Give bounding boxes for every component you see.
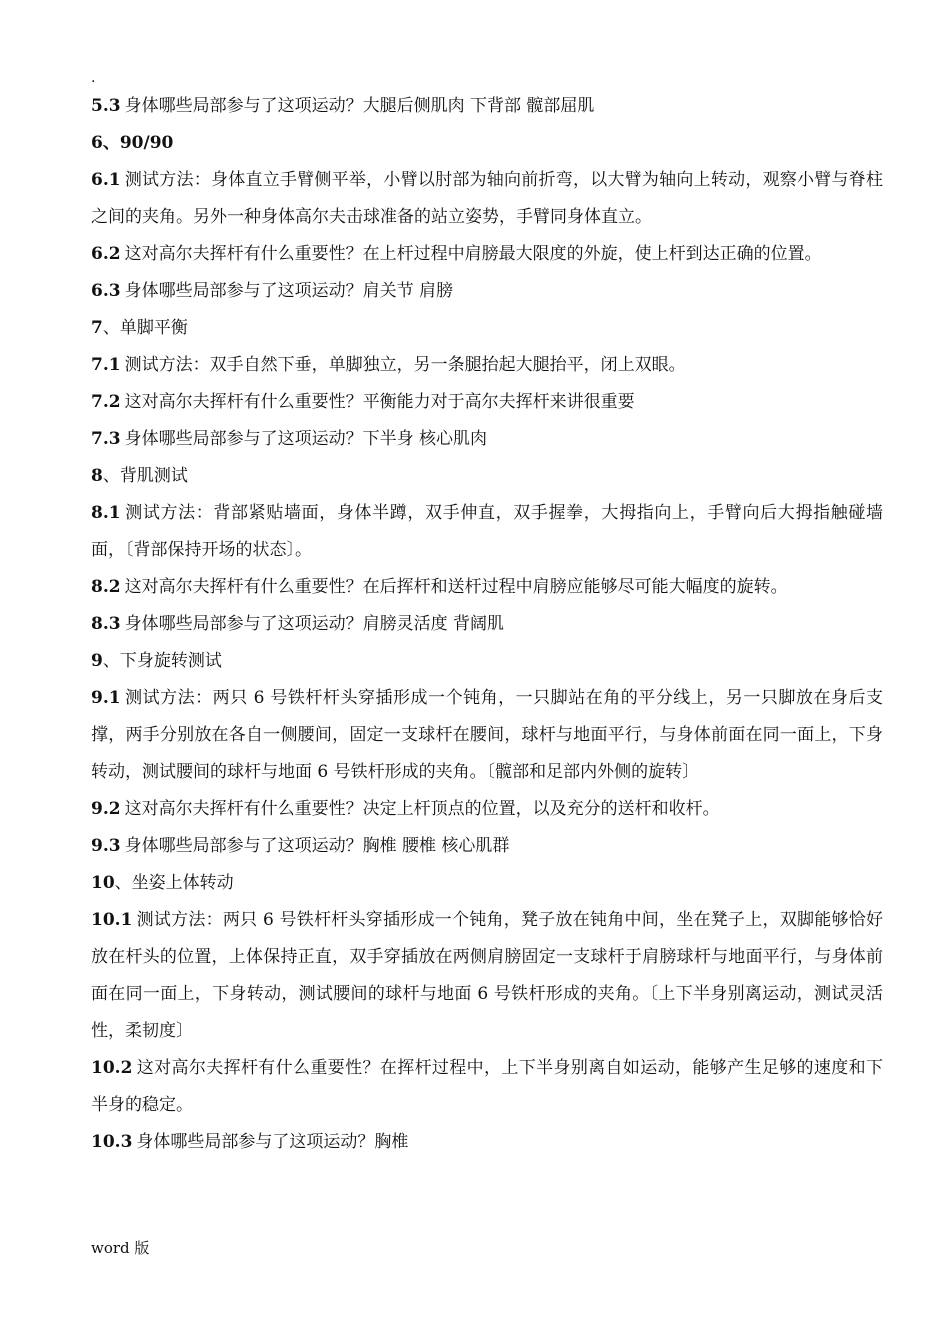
paragraph — [91, 347, 883, 384]
paragraph — [91, 1050, 883, 1124]
paragraph — [91, 125, 883, 162]
section-number: 8.1 — [91, 503, 121, 523]
paragraph-text: 测试方法：身体直立手臂侧平举，小臂以肘部为轴向前折弯，以大臂为轴向上转动，观察小臂与脊柱之间的夹角。另外一种身体高尔夫击球准备的站立姿势，手臂同身体直立。 — [91, 170, 883, 227]
paragraph — [91, 569, 883, 606]
paragraph — [91, 1124, 883, 1161]
paragraph — [91, 421, 883, 458]
paragraph — [91, 606, 883, 643]
footer-label: word 版 — [91, 1239, 150, 1257]
section-number: 8.2 — [91, 577, 121, 597]
section-number: 7 — [91, 318, 103, 338]
section-number: 8.3 — [91, 614, 121, 634]
paragraph-text: 这对高尔夫挥杆有什么重要性？在挥杆过程中，上下半身别离自如运动，能够产生足够的速度和下半身的稳定。 — [91, 1058, 883, 1115]
section-number: 10.1 — [91, 910, 133, 930]
section-number: 9.1 — [91, 688, 121, 708]
paragraph-text: 身体哪些局部参与了这项运动？胸椎 腰椎 核心肌群 — [124, 836, 510, 856]
section-number: 7.3 — [91, 429, 121, 449]
paragraph-text: 、单脚平衡 — [102, 318, 188, 338]
paragraph — [91, 88, 883, 125]
paragraph — [91, 162, 883, 236]
paragraph-text: 测试方法：两只 6 号铁杆杆头穿插形成一个钝角，一只脚站在角的平分线上，另一只脚放在身后支撑，两手分别放在各自一侧腰间，固定一支球杆在腰间，球杆与地面平行，与身体前面在同一面上，下身转动，测试腰间的球杆与地面 6 号铁杆形成的夹角。〔髋部和足部内外侧的旋转〕 — [91, 688, 883, 782]
section-number: 5.3 — [91, 96, 121, 116]
paragraph — [91, 828, 883, 865]
paragraph-text: 测试方法：双手自然下垂，单脚独立，另一条腿抬起大腿抬平，闭上双眼。 — [124, 355, 686, 375]
paragraph-text: 测试方法：两只 6 号铁杆杆头穿插形成一个钝角，凳子放在钝角中间，坐在凳子上，双脚能够恰好放在杆头的位置，上体保持正直，双手穿插放在两侧肩膀固定一支球杆于肩膀球杆与地面平行，与身体前面在同一面上，下身转动，测试腰间的球杆与地面 6 号铁杆形成的夹角。〔上下半身别离运动，测试灵活性，柔韧度〕 — [91, 910, 883, 1041]
paragraph — [91, 310, 883, 347]
section-number: 6.2 — [91, 244, 121, 264]
paragraph — [91, 680, 883, 791]
document-body — [91, 88, 883, 1161]
section-number: 9.3 — [91, 836, 121, 856]
section-number: 10 — [91, 873, 115, 893]
section-number: 10.2 — [91, 1058, 133, 1078]
paragraph-text: 测试方法：背部紧贴墙面，身体半蹲，双手伸直，双手握拳，大拇指向上，手臂向后大拇指触碰墙面，〔背部保持开场的状态〕。 — [91, 503, 883, 560]
section-number: 6.3 — [91, 281, 121, 301]
paragraph — [91, 791, 883, 828]
header-mark: . — [91, 70, 96, 86]
paragraph-text: 、坐姿上体转动 — [114, 873, 234, 893]
paragraph-text: 身体哪些局部参与了这项运动？肩关节 肩膀 — [124, 281, 453, 301]
section-number: 6、90/90 — [91, 133, 174, 153]
paragraph-text: 身体哪些局部参与了这项运动？胸椎 — [136, 1132, 409, 1152]
paragraph — [91, 273, 883, 310]
section-number: 8 — [91, 466, 103, 486]
paragraph-text: 、背肌测试 — [102, 466, 188, 486]
paragraph-text: 这对高尔夫挥杆有什么重要性？平衡能力对于高尔夫挥杆来讲很重要 — [124, 392, 635, 412]
paragraph-text: 身体哪些局部参与了这项运动？肩膀灵活度 背阔肌 — [124, 614, 504, 634]
paragraph-text: 这对高尔夫挥杆有什么重要性？在后挥杆和送杆过程中肩膀应能够尽可能大幅度的旋转。 — [124, 577, 788, 597]
section-number: 9.2 — [91, 799, 121, 819]
paragraph-text: 身体哪些局部参与了这项运动？下半身 核心肌肉 — [124, 429, 487, 449]
paragraph-text: 这对高尔夫挥杆有什么重要性？决定上杆顶点的位置，以及充分的送杆和收杆。 — [124, 799, 720, 819]
paragraph-text: 这对高尔夫挥杆有什么重要性？在上杆过程中肩膀最大限度的外旋，使上杆到达正确的位置。 — [124, 244, 822, 264]
section-number: 6.1 — [91, 170, 121, 190]
paragraph — [91, 236, 883, 273]
section-number: 7.2 — [91, 392, 121, 412]
section-number: 9 — [91, 651, 103, 671]
paragraph — [91, 643, 883, 680]
paragraph — [91, 902, 883, 1050]
section-number: 10.3 — [91, 1132, 133, 1152]
section-number: 7.1 — [91, 355, 121, 375]
paragraph-text: 身体哪些局部参与了这项运动？大腿后侧肌肉 下背部 髋部屈肌 — [124, 96, 595, 116]
paragraph — [91, 865, 883, 902]
paragraph — [91, 495, 883, 569]
paragraph — [91, 458, 883, 495]
paragraph-text: 、下身旋转测试 — [102, 651, 222, 671]
paragraph — [91, 384, 883, 421]
